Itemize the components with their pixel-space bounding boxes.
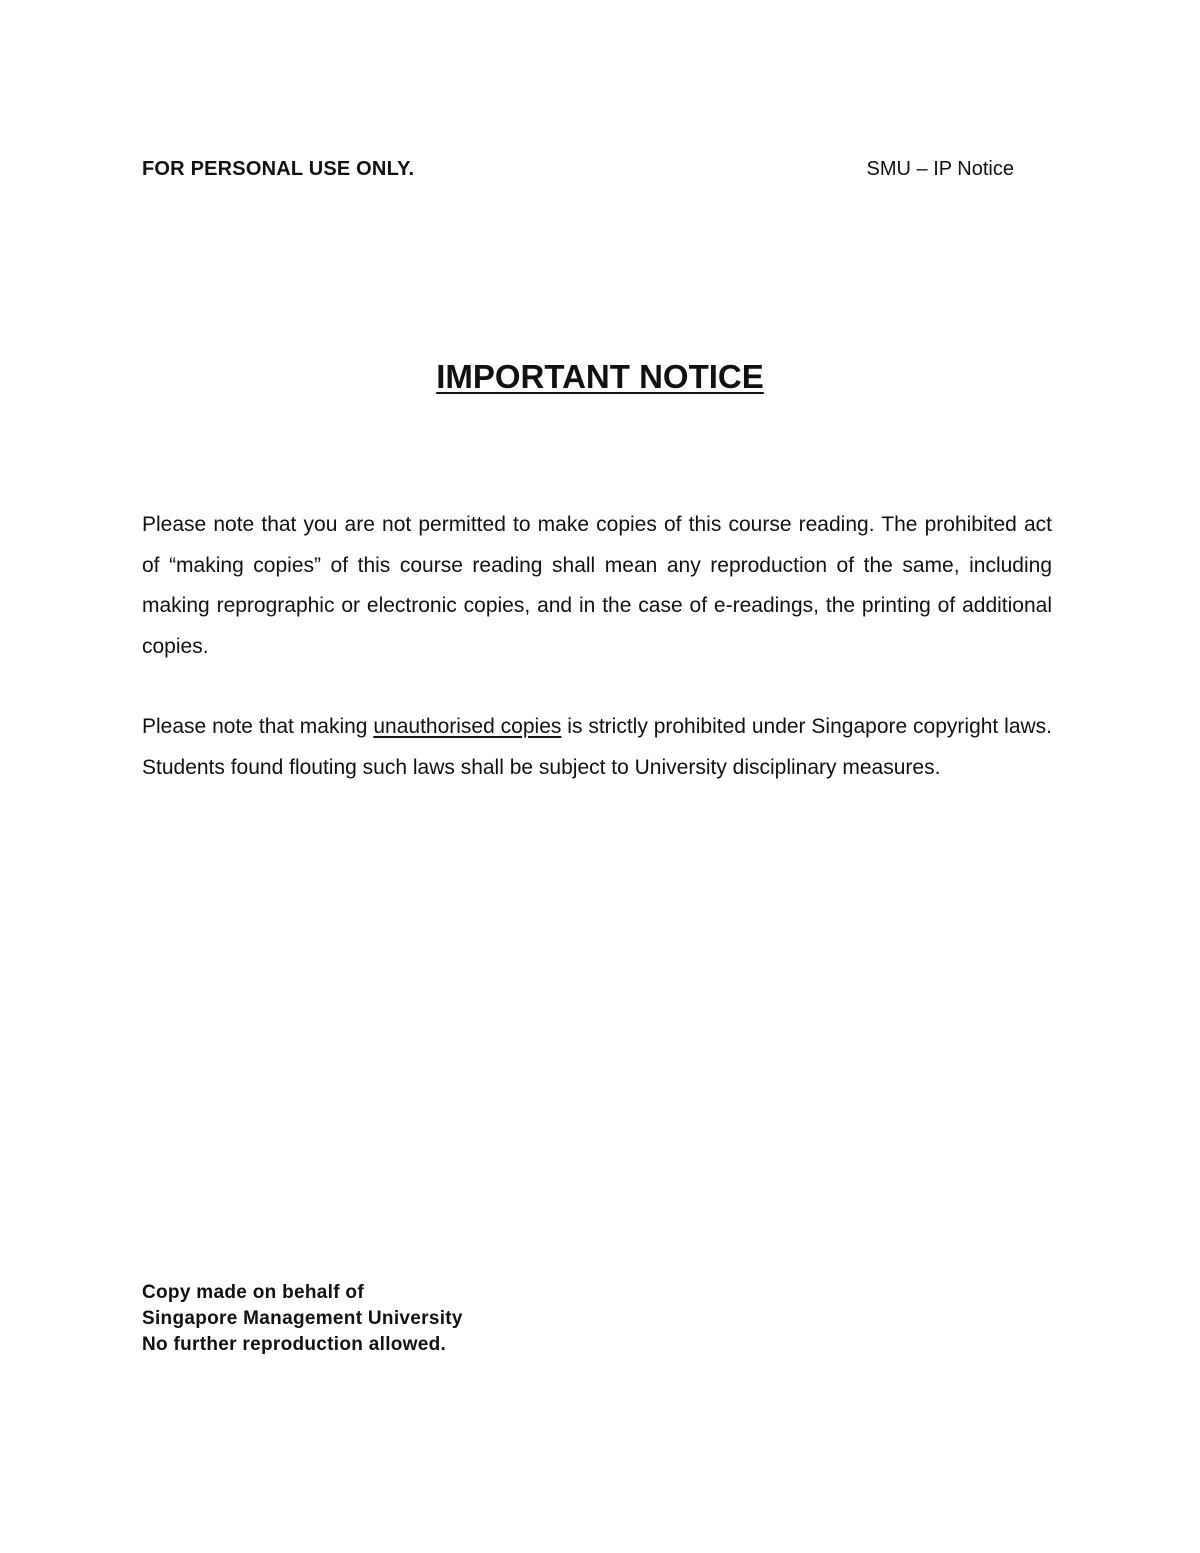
footer-line-1: Copy made on behalf of — [142, 1282, 364, 1303]
paragraph-2-lead: Please note that making — [142, 715, 374, 738]
personal-use-label: FOR PERSONAL USE ONLY. — [142, 158, 415, 180]
footer-line-2: Singapore Management University — [142, 1308, 463, 1329]
page-header — [142, 158, 1014, 186]
unauthorised-copies-text: unauthorised copies — [373, 715, 562, 738]
copy-footer — [142, 1280, 463, 1358]
page-title-text: IMPORTANT NOTICE — [436, 358, 764, 395]
footer-line-3: No further reproduction allowed. — [142, 1334, 447, 1355]
notice-paragraph-1: Please note that you are not permitted to make copies of this course reading. The prohibited act of “making copies” of this course reading shall mean any reproduction of the same, including making reprographic or electronic copies, and in the case of e-readings, the printing of additional copies. — [142, 513, 1052, 658]
ip-notice-label: SMU – IP Notice — [866, 158, 1014, 180]
paragraph-2-rest: is strictly prohibited under Singapore copyright laws. Students found flouting such laws shall be subject to University disciplinary measures. — [142, 715, 1052, 779]
page-title — [0, 358, 1200, 396]
notice-paragraph-2 — [142, 707, 1052, 788]
